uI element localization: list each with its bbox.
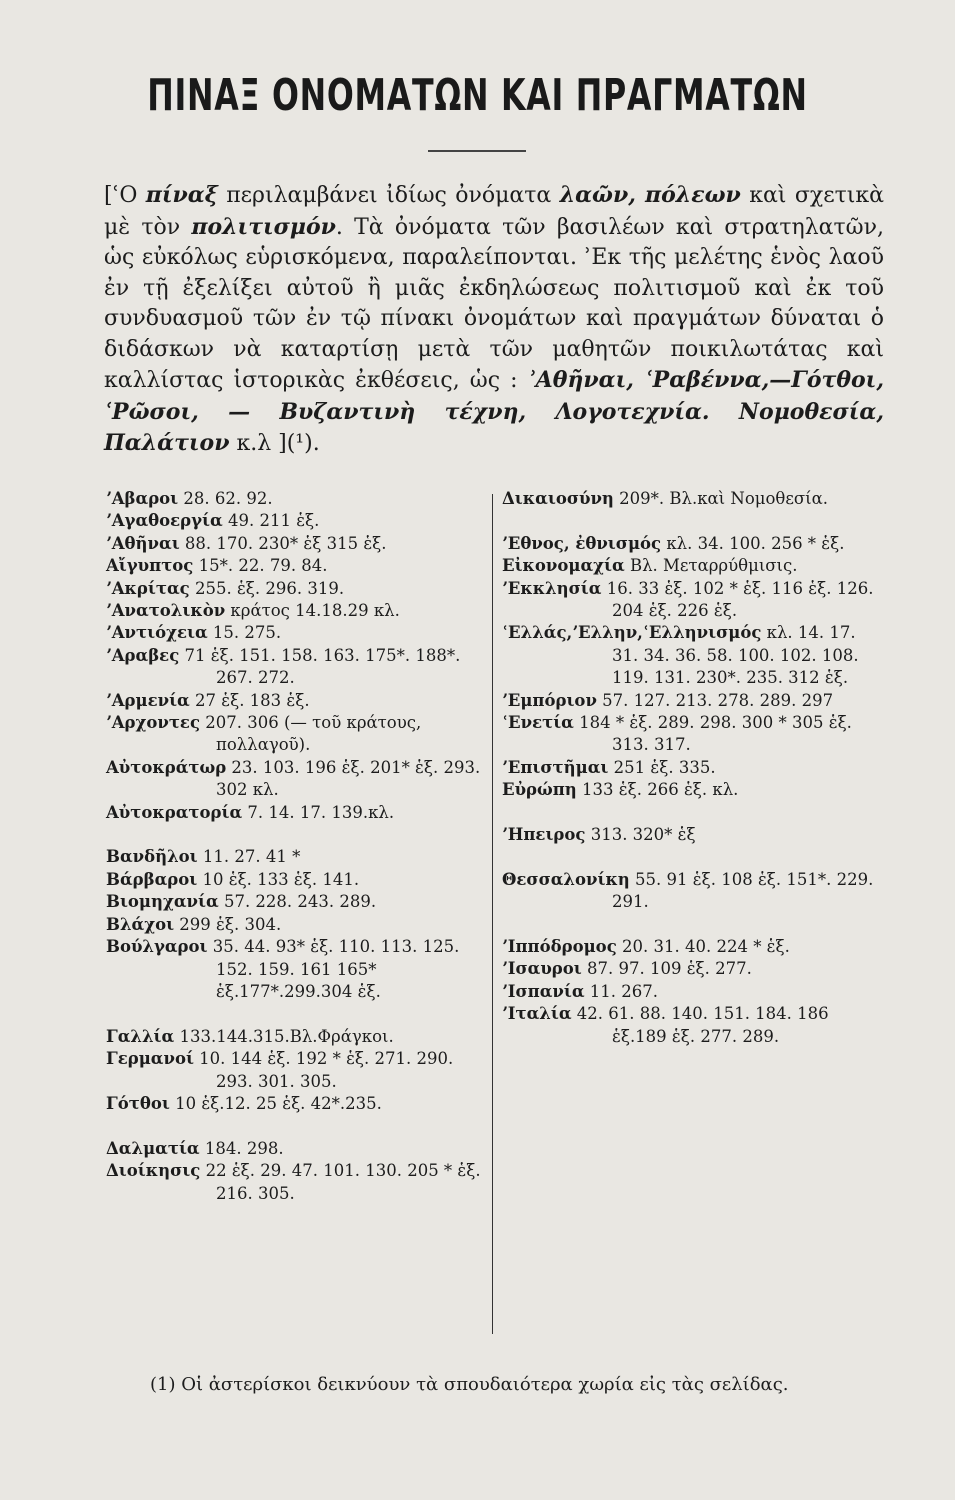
entry-page-refs: 11. 27. 41 * xyxy=(197,847,301,867)
entry-headword: ʼΕμπόριον xyxy=(502,690,597,710)
entry-gap xyxy=(502,510,886,532)
entry-page-refs: 10 ἑξ.12. 25 ἑξ. 42*.235. xyxy=(169,1093,382,1113)
page-title: ΠΙΝΑΞ ΟΝΟΜΑΤΩΝ ΚΑΙ ΠΡΑΓΜΑΤΩΝ xyxy=(147,70,808,121)
index-entry xyxy=(106,1138,488,1160)
entry-gap xyxy=(502,914,886,936)
entry-headword: ʿΕνετία xyxy=(502,713,574,733)
entry-page-refs: 10. 144 ἑξ. 192 * ἑξ. 271. 290. 293. 301. 305. xyxy=(193,1049,454,1091)
entry-headword: Βούλγαροι xyxy=(106,937,208,957)
entry-headword: Θεσσαλονίκη xyxy=(502,869,630,889)
intro-paragraph xyxy=(104,180,884,460)
index-entry xyxy=(106,690,488,712)
index-entry xyxy=(106,757,488,802)
index-entry xyxy=(106,533,488,555)
entry-headword: ʼΑγαθοεργία xyxy=(106,511,223,531)
entry-headword: ʼΙππόδρομος xyxy=(502,937,617,957)
entry-page-refs: Βλ. Μεταρρύθμισις. xyxy=(624,556,798,576)
entry-headword: Αἴγυπτος xyxy=(106,556,194,576)
entry-page-refs: 88. 170. 230* ἑξ 315 ἑξ. xyxy=(179,533,387,553)
entry-page-refs: 55. 91 ἑξ. 108 ἑξ. 151*. 229. 291. xyxy=(612,869,874,912)
index-entry xyxy=(106,1048,488,1093)
entry-gap xyxy=(106,1115,488,1137)
index-entry xyxy=(502,1003,886,1048)
entry-headword: Βάρβαροι xyxy=(106,869,198,889)
index-entry xyxy=(502,622,886,689)
entry-page-refs: 11. 267. xyxy=(584,981,659,1001)
entry-page-refs: 57. 127. 213. 278. 289. 297 xyxy=(596,690,834,710)
index-entry xyxy=(106,510,488,532)
entry-headword: Δαλματία xyxy=(106,1138,200,1158)
entry-page-refs: κλ. 34. 100. 256 * ἑξ. xyxy=(661,533,845,553)
entry-page-refs: 299 ἑξ. 304. xyxy=(174,914,282,934)
entry-headword: ʼΑραβες xyxy=(106,645,180,665)
index-entry xyxy=(106,488,488,510)
entry-page-refs: 251 ἑξ. 335. xyxy=(608,757,716,777)
entry-headword: Γερμανοί xyxy=(106,1049,194,1069)
index-entry xyxy=(502,578,886,623)
entry-page-refs: 42. 61. 88. 140. 151. 184. 186 ἑξ.189 ἑξ. 277. 289. xyxy=(571,1004,829,1046)
entry-headword: Αὐτοκράτωρ xyxy=(106,757,227,777)
entry-page-refs: 184 * ἑξ. 289. 298. 300 * 305 ἑξ. 313. 317. xyxy=(573,713,852,755)
entry-headword: ʼΑβαροι xyxy=(106,489,179,508)
entry-page-refs: 15*. 22. 79. 84. xyxy=(193,556,328,576)
index-entry xyxy=(106,600,488,622)
intro-text: . Τὰ ὀνόματα τῶν βασιλέων καὶ στρατηλατῶν, ὡς εὐκόλως εὑρισκόμενα, παραλείπονται. ʾΕκ τῆς μελέτης ἑνὸς λαοῦ ἐν τῇ ἐξελίξει αὐτοῦ ἢ μιᾶς ἐκδηλώσεως πολιτισμοῦ καὶ ἐκ τοῦ συνδυασμοῦ τῶν ἐν τῷ πίνακι ὀνομάτων καὶ πραγμάτων δύναται ὁ διδάσκων νὰ καταρτίσῃ μετὰ τῶν μαθητῶν ποικιλωτάτας καὶ καλλίστας ἱστορικὰς ἐκθέσεις, ὡς : xyxy=(104,214,884,393)
intro-emphasis: λαῶν, πόλεων xyxy=(559,182,741,208)
entry-headword: ʼΑντιόχεια xyxy=(106,623,208,643)
entry-gap xyxy=(106,1003,488,1025)
entry-headword: ʼΙσπανία xyxy=(502,981,585,1001)
entry-page-refs: 207. 306 (— τοῦ κράτους, πολλαγοῦ). xyxy=(200,713,422,755)
index-entry xyxy=(502,533,886,555)
entry-headword: ʼΑνατολικὸν xyxy=(106,601,226,621)
index-entry xyxy=(106,846,488,868)
index-entry xyxy=(502,869,886,914)
intro-text: [ʿΟ xyxy=(104,183,146,208)
index-column-right xyxy=(502,488,886,1048)
index-entry xyxy=(502,690,886,712)
intro-text: κ.λ ](¹). xyxy=(229,431,320,456)
index-entry xyxy=(106,869,488,891)
index-entry xyxy=(502,779,886,801)
index-entry xyxy=(502,555,886,577)
entry-headword: Γότθοι xyxy=(106,1093,170,1113)
entry-gap xyxy=(502,846,886,868)
entry-page-refs: 209*. Βλ.καὶ Νομοθεσία. xyxy=(613,489,829,508)
entry-page-refs: 133 ἑξ. 266 ἑξ. κλ. xyxy=(576,780,739,800)
entry-headword: ʼΕκκλησία xyxy=(502,578,602,598)
entry-page-refs: κράτος 14.18.29 κλ. xyxy=(225,601,400,621)
index-entry xyxy=(106,802,488,824)
entry-page-refs: 28. 62. 92. xyxy=(178,489,273,508)
index-entry xyxy=(502,712,886,757)
entry-page-refs: 22 ἑξ. 29. 47. 101. 130. 205 * ἑξ. 216. 305. xyxy=(200,1161,481,1203)
entry-headword: Εὐρώπη xyxy=(502,780,577,800)
title-rule xyxy=(428,150,526,152)
entry-page-refs: 16. 33 ἑξ. 102 * ἑξ. 116 ἑξ. 126. 204 ἑξ. 226 ἑξ. xyxy=(601,578,874,621)
entry-page-refs: 49. 211 ἑξ. xyxy=(222,511,320,531)
entry-page-refs: 10 ἑξ. 133 ἑξ. 141. xyxy=(197,869,360,889)
index-entry xyxy=(502,958,886,980)
intro-emphasis: πολιτισμόν xyxy=(191,213,336,240)
entry-page-refs: κλ. 14. 17. 31. 34. 36. 58. 100. 102. 108. 119. 131. 230*. 235. 312 ἑξ. xyxy=(612,623,859,688)
column-divider xyxy=(492,494,493,1334)
index-entry xyxy=(106,622,488,644)
entry-page-refs: 71 ἑξ. 151. 158. 163. 175*. 188*. 267. 272. xyxy=(179,645,461,688)
intro-text: περιλαμβάνει ἰδίως ὀνόματα xyxy=(217,183,560,208)
entry-headword: ʼΗπειρος xyxy=(502,825,586,845)
entry-headword: ʼΑρχοντες xyxy=(106,713,201,733)
entry-page-refs: 20. 31. 40. 224 * ἑξ. xyxy=(616,937,790,957)
index-entry xyxy=(106,1160,488,1205)
entry-headword: Αὐτοκρατορία xyxy=(106,802,243,822)
entry-headword: Διοίκησις xyxy=(106,1161,201,1181)
entry-page-refs: 133.144.315.Βλ.Φράγκοι. xyxy=(174,1026,394,1046)
entry-headword: Γαλλία xyxy=(106,1026,175,1046)
index-entry xyxy=(502,936,886,958)
entry-page-refs: 313. 320* ἑξ xyxy=(585,825,696,845)
entry-page-refs: 57. 228. 243. 289. xyxy=(218,892,377,912)
entry-page-refs: 184. 298. xyxy=(199,1138,284,1158)
index-entry xyxy=(106,555,488,577)
entry-headword: Βιομηχανία xyxy=(106,892,219,912)
entry-headword: ʼΙσαυροι xyxy=(502,959,582,979)
entry-headword: ʼΕθνος, ἐθνισμός xyxy=(502,533,662,553)
entry-headword: ʼΑκρίτας xyxy=(106,578,190,598)
index-entry xyxy=(106,891,488,913)
index-entry xyxy=(106,1026,488,1048)
index-entry xyxy=(106,936,488,1003)
entry-page-refs: 35. 44. 93* ἑξ. 110. 113. 125. 152. 159. 161 165* ἑξ.177*.299.304 ἑξ. xyxy=(207,937,460,1001)
entry-headword: Βλάχοι xyxy=(106,914,175,934)
entry-headword: Βανδῆλοι xyxy=(106,847,198,867)
intro-emphasis: ʾΑθῆναι, ʿΡαβέννα,—Γότθοι, ʿΡῶσοι, — Βυζαντινὴ τέχνη, Λογοτεχνία. Νομοθεσία, Παλάτιον xyxy=(104,367,884,456)
entry-headword: ʿΕλλάς,ʼΕλλην,ʿΕλληνισμός xyxy=(502,623,762,643)
entry-gap xyxy=(106,824,488,846)
index-entry xyxy=(502,757,886,779)
entry-headword: ʼΑθῆναι xyxy=(106,533,180,553)
index-entry xyxy=(106,1093,488,1115)
index-entry xyxy=(502,824,886,846)
entry-page-refs: 255. ἑξ. 296. 319. xyxy=(189,578,345,598)
index-entry xyxy=(106,712,488,757)
entry-headword: Εἰκονομαχία xyxy=(502,556,625,576)
index-entry xyxy=(106,645,488,690)
entry-page-refs: 27 ἑξ. 183 ἑξ. xyxy=(189,690,310,710)
index-column-left xyxy=(106,488,488,1205)
entry-page-refs: 7. 14. 17. 139.κλ. xyxy=(242,802,395,822)
index-entry xyxy=(106,578,488,600)
entry-page-refs: 23. 103. 196 ἑξ. 201* ἑξ. 293. 302 κλ. xyxy=(216,757,481,800)
entry-headword: ʼΕπιστῆμαι xyxy=(502,757,609,777)
intro-text: καὶ σχετικὰ μὲ τὸν xyxy=(104,183,884,240)
intro-emphasis: πίναξ xyxy=(145,182,218,208)
entry-gap xyxy=(502,802,886,824)
index-entry xyxy=(106,914,488,936)
entry-page-refs: 87. 97. 109 ἑξ. 277. xyxy=(581,959,752,979)
entry-headword: ʼΑρμενία xyxy=(106,690,190,710)
index-entry xyxy=(502,981,886,1003)
entry-page-refs: 15. 275. xyxy=(207,623,282,643)
index-entry xyxy=(502,488,886,510)
entry-headword: ʼΙταλία xyxy=(502,1004,572,1024)
entry-headword: Δικαιοσύνη xyxy=(502,489,614,508)
footnote: (1) Οἱ ἀστερίσκοι δεικνύουν τὰ σπουδαιότερα χωρία εἰς τὰς σελίδας. xyxy=(150,1374,789,1395)
